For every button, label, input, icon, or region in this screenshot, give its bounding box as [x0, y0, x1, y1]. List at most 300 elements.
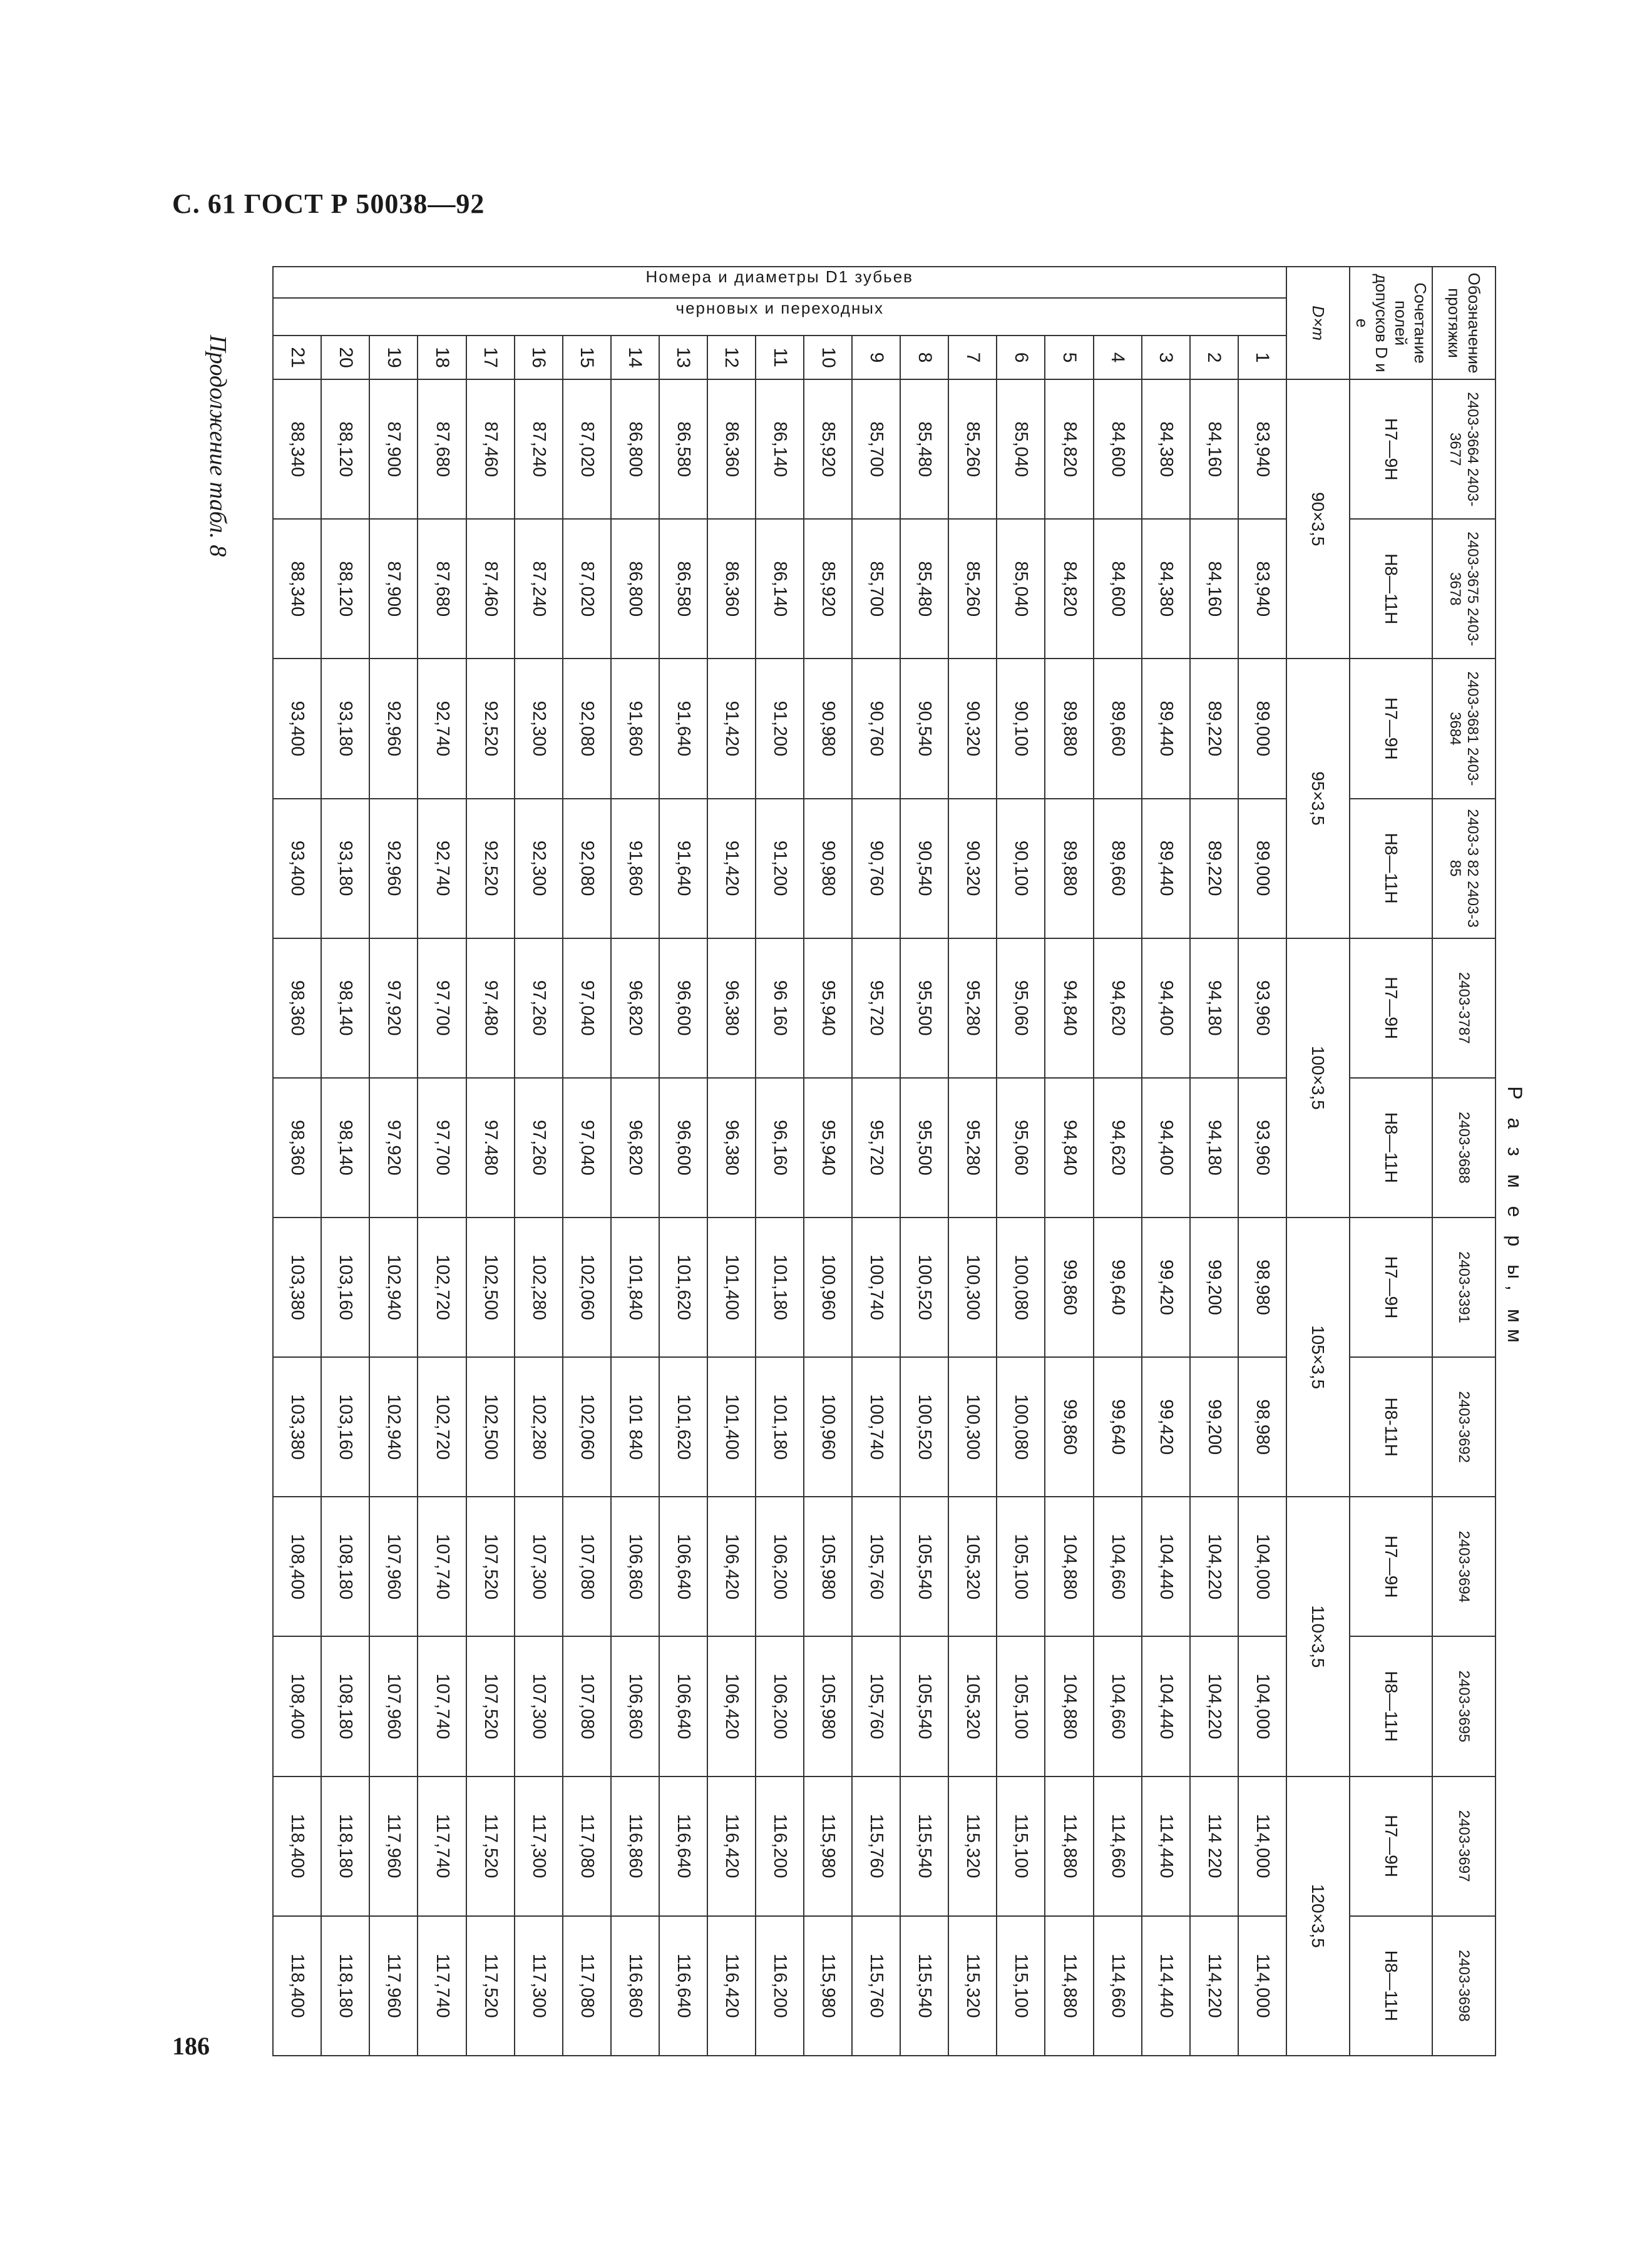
- diameter-cell: 99,200: [1190, 1357, 1238, 1497]
- dm-group: 110×3,5: [1286, 1497, 1350, 1776]
- tooth-number: 7: [948, 336, 997, 379]
- diameter-cell: 100,080: [997, 1357, 1045, 1497]
- diameter-cell: 105,100: [997, 1636, 1045, 1776]
- diameter-cell: 96,600: [659, 1078, 707, 1218]
- table-row: [997, 267, 1045, 2056]
- diameter-cell: 107,740: [418, 1636, 466, 1776]
- diameter-cell: 108,400: [273, 1636, 321, 1776]
- diameter-cell: 114,000: [1238, 1916, 1286, 2056]
- diameter-cell: 91,200: [756, 799, 804, 938]
- table-row: [515, 267, 563, 2056]
- diameter-cell: 98,140: [321, 938, 369, 1078]
- diameter-cell: 89,660: [1094, 799, 1142, 938]
- dm-label: D×m: [1286, 267, 1350, 379]
- diameter-cell: 102,720: [418, 1218, 466, 1357]
- column-code: 2403-3787: [1432, 938, 1496, 1078]
- diameter-cell: 94,400: [1142, 938, 1190, 1078]
- diameter-cell: 87,900: [369, 379, 418, 519]
- diameter-cell: 106,640: [659, 1497, 707, 1636]
- diameter-cell: 89,880: [1045, 659, 1093, 798]
- column-tolerance: H8—11H: [1350, 1636, 1432, 1776]
- diameter-cell: 102,500: [466, 1218, 515, 1357]
- dm-group: 100×3,5: [1286, 938, 1350, 1218]
- diameter-cell: 94,840: [1045, 938, 1093, 1078]
- diameter-cell: 100,740: [852, 1218, 900, 1357]
- diameter-cell: 116,860: [611, 1776, 659, 1916]
- tooth-number: 13: [659, 336, 707, 379]
- diameter-cell: 94,180: [1190, 938, 1238, 1078]
- dm-group: 95×3,5: [1286, 659, 1350, 938]
- diameter-cell: 115,320: [948, 1916, 997, 2056]
- diameter-cell: 117,520: [466, 1776, 515, 1916]
- diameter-cell: 100,300: [948, 1357, 997, 1497]
- table-row: [563, 267, 611, 2056]
- diameter-cell: 117,960: [369, 1916, 418, 2056]
- diameter-cell: 105,540: [900, 1497, 948, 1636]
- header-row-tolerance: [1350, 267, 1432, 2056]
- diameter-cell: 85,260: [948, 519, 997, 659]
- tooth-number: 4: [1094, 336, 1142, 379]
- diameter-cell: 105,540: [900, 1636, 948, 1776]
- diameter-cell: 89,220: [1190, 799, 1238, 938]
- table-row: [611, 267, 659, 2056]
- diameter-cell: 101,840: [611, 1218, 659, 1357]
- diameter-cell: 101,180: [756, 1357, 804, 1497]
- column-tolerance: H8-11H: [1350, 1357, 1432, 1497]
- diameter-cell: 116,640: [659, 1776, 707, 1916]
- diameter-cell: 106,860: [611, 1497, 659, 1636]
- dimensions-table: [272, 266, 1534, 2056]
- diameter-cell: 89,440: [1142, 659, 1190, 798]
- diameter-cell: 98,980: [1238, 1218, 1286, 1357]
- diameter-cell: 92,080: [563, 799, 611, 938]
- diameter-cell: 114,440: [1142, 1776, 1190, 1916]
- diameter-cell: 86,580: [659, 379, 707, 519]
- diameter-cell: 115,320: [948, 1776, 997, 1916]
- diameter-cell: 116,420: [707, 1916, 756, 2056]
- table-row: [900, 267, 948, 2056]
- tooth-number: 21: [273, 336, 321, 379]
- diameter-cell: 105,760: [852, 1636, 900, 1776]
- diameter-cell: 100,740: [852, 1357, 900, 1497]
- diameter-cell: 106,200: [756, 1497, 804, 1636]
- diameter-cell: 114 220: [1190, 1776, 1238, 1916]
- diameter-cell: 85,480: [900, 379, 948, 519]
- tolerance-label: Сочетание полей допусков D и e: [1350, 267, 1432, 379]
- diameter-cell: 86,360: [707, 519, 756, 659]
- diameter-cell: 89,660: [1094, 659, 1142, 798]
- diameter-cell: 85,040: [997, 379, 1045, 519]
- diameter-cell: 104,000: [1238, 1636, 1286, 1776]
- table-row: [418, 267, 466, 2056]
- column-tolerance: H7—9H: [1350, 659, 1432, 798]
- diameter-cell: 118,400: [273, 1776, 321, 1916]
- diameter-cell: 87,680: [418, 379, 466, 519]
- diameter-cell: 99,420: [1142, 1357, 1190, 1497]
- diameter-cell: 103,160: [321, 1357, 369, 1497]
- diameter-cell: 117,740: [418, 1776, 466, 1916]
- diameter-cell: 102,060: [563, 1357, 611, 1497]
- diameter-cell: 97,700: [418, 938, 466, 1078]
- diameter-cell: 83,940: [1238, 519, 1286, 659]
- diameter-cell: 106,860: [611, 1636, 659, 1776]
- diameter-cell: 95,060: [997, 938, 1045, 1078]
- diameter-cell: 114,000: [1238, 1776, 1286, 1916]
- tooth-number: 12: [707, 336, 756, 379]
- rotated-table-container: [272, 266, 1534, 2056]
- column-code: 2403-3664 2403-3677: [1432, 379, 1496, 519]
- tooth-number: 8: [900, 336, 948, 379]
- diameter-cell: 114,660: [1094, 1776, 1142, 1916]
- table-row: [659, 267, 707, 2056]
- table-row: [852, 267, 900, 2056]
- diameter-cell: 90,980: [804, 659, 852, 798]
- diameter-cell: 107,520: [466, 1497, 515, 1636]
- column-code: 2403-3391: [1432, 1218, 1496, 1357]
- tooth-number: 6: [997, 336, 1045, 379]
- sizes-title: Р а з м е р ы, мм: [1504, 1086, 1527, 1349]
- table-row: [1142, 267, 1190, 2056]
- diameter-cell: 96,160: [756, 1078, 804, 1218]
- diameter-cell: 92,300: [515, 799, 563, 938]
- tooth-number: 9: [852, 336, 900, 379]
- diameter-cell: 117,300: [515, 1916, 563, 2056]
- table-row: [804, 267, 852, 2056]
- diameter-cell: 99,860: [1045, 1357, 1093, 1497]
- diameter-cell: 104,660: [1094, 1497, 1142, 1636]
- diameter-cell: 92,300: [515, 659, 563, 798]
- diameter-cell: 95,940: [804, 938, 852, 1078]
- diameter-cell: 87,460: [466, 379, 515, 519]
- diameter-cell: 83,940: [1238, 379, 1286, 519]
- diameter-cell: 99,200: [1190, 1218, 1238, 1357]
- diameter-cell: 118,180: [321, 1776, 369, 1916]
- diameter-cell: 93,180: [321, 799, 369, 938]
- diameter-cell: 91,640: [659, 799, 707, 938]
- diameter-cell: 94,620: [1094, 938, 1142, 1078]
- column-code: 2403-3694: [1432, 1497, 1496, 1636]
- column-tolerance: H8—11H: [1350, 1078, 1432, 1218]
- column-tolerance: H8—11H: [1350, 1916, 1432, 2056]
- diameter-cell: 93,400: [273, 659, 321, 798]
- diameter-cell: 95,720: [852, 938, 900, 1078]
- table-row: [756, 267, 804, 2056]
- diameter-cell: 84,600: [1094, 519, 1142, 659]
- table-row: [369, 267, 418, 2056]
- diameter-cell: 91,420: [707, 659, 756, 798]
- diameter-cell: 106,640: [659, 1636, 707, 1776]
- diameter-cell: 90,760: [852, 799, 900, 938]
- tooth-number: 3: [1142, 336, 1190, 379]
- diameter-cell: 85,700: [852, 519, 900, 659]
- diameter-cell: 84,600: [1094, 379, 1142, 519]
- header-row-codes: [1432, 267, 1496, 2056]
- diameter-cell: 104,220: [1190, 1497, 1238, 1636]
- diameter-cell: 105,320: [948, 1636, 997, 1776]
- diameter-cell: 98,980: [1238, 1357, 1286, 1497]
- diameter-cell: 103,380: [273, 1218, 321, 1357]
- diameter-cell: 85,920: [804, 519, 852, 659]
- diameter-cell: 86,140: [756, 519, 804, 659]
- diameter-cell: 97.480: [466, 1078, 515, 1218]
- diameter-cell: 117,960: [369, 1776, 418, 1916]
- diameter-cell: 115,980: [804, 1916, 852, 2056]
- diameter-cell: 87,020: [563, 379, 611, 519]
- diameter-cell: 86,140: [756, 379, 804, 519]
- table-row: [1094, 267, 1142, 2056]
- table-row: [321, 267, 369, 2056]
- diameter-cell: 89,880: [1045, 799, 1093, 938]
- diameter-cell: 85,260: [948, 379, 997, 519]
- diameter-cell: 90,760: [852, 659, 900, 798]
- diameter-cell: 95,720: [852, 1078, 900, 1218]
- tooth-number: 17: [466, 336, 515, 379]
- diameter-cell: 85,920: [804, 379, 852, 519]
- diameter-cell: 90,980: [804, 799, 852, 938]
- column-tolerance: H7—9H: [1350, 379, 1432, 519]
- diameter-cell: 84,160: [1190, 519, 1238, 659]
- diameter-cell: 115,540: [900, 1776, 948, 1916]
- column-tolerance: H7—9H: [1350, 938, 1432, 1078]
- column-code: 2403-3695: [1432, 1636, 1496, 1776]
- tooth-number: 2: [1190, 336, 1238, 379]
- diameter-cell: 92,740: [418, 659, 466, 798]
- diameter-cell: 91,860: [611, 659, 659, 798]
- table-row: [948, 267, 997, 2056]
- diameter-cell: 99,860: [1045, 1218, 1093, 1357]
- diameter-cell: 115,100: [997, 1776, 1045, 1916]
- dm-group: 120×3,5: [1286, 1776, 1350, 2056]
- diameter-cell: 92,960: [369, 659, 418, 798]
- diameter-cell: 95,500: [900, 938, 948, 1078]
- column-code: 2403-3 82 2403-3 85: [1432, 799, 1496, 938]
- diameter-cell: 86,800: [611, 379, 659, 519]
- page-header: С. 61 ГОСТ Р 50038—92: [172, 188, 485, 219]
- diameter-cell: 105,320: [948, 1497, 997, 1636]
- diameter-cell: 97,700: [418, 1078, 466, 1218]
- diameter-cell: 115,540: [900, 1916, 948, 2056]
- diameter-cell: 97,040: [563, 938, 611, 1078]
- diameter-cell: 105,980: [804, 1497, 852, 1636]
- tooth-number: 14: [611, 336, 659, 379]
- diameter-cell: 84,380: [1142, 519, 1190, 659]
- tooth-number: 5: [1045, 336, 1093, 379]
- column-code: 2403-3698: [1432, 1916, 1496, 2056]
- diameter-cell: 105,760: [852, 1497, 900, 1636]
- diameter-cell: 92,960: [369, 799, 418, 938]
- column-code: 2403-3692: [1432, 1357, 1496, 1497]
- diameter-cell: 91,860: [611, 799, 659, 938]
- diameter-cell: 87,900: [369, 519, 418, 659]
- diameter-cell: 89,000: [1238, 659, 1286, 798]
- table-row: [1190, 267, 1238, 2056]
- diameter-cell: 99,640: [1094, 1218, 1142, 1357]
- diameter-cell: 108,400: [273, 1497, 321, 1636]
- diameter-cell: 114,220: [1190, 1916, 1238, 2056]
- diameter-cell: 114,440: [1142, 1916, 1190, 2056]
- table-row: [466, 267, 515, 2056]
- tooth-number: 11: [756, 336, 804, 379]
- diameter-cell: 100,300: [948, 1218, 997, 1357]
- diameter-cell: 107,300: [515, 1636, 563, 1776]
- diameter-cell: 104,220: [1190, 1636, 1238, 1776]
- table-row: [1238, 267, 1286, 2056]
- diameter-cell: 87,240: [515, 519, 563, 659]
- diameter-cell: 96,600: [659, 938, 707, 1078]
- diameter-cell: 92,740: [418, 799, 466, 938]
- diameter-cell: 88,340: [273, 519, 321, 659]
- diameter-cell: 92,520: [466, 799, 515, 938]
- diameter-cell: 103,380: [273, 1357, 321, 1497]
- diameter-cell: 93,400: [273, 799, 321, 938]
- diameter-cell: 102,720: [418, 1357, 466, 1497]
- diameter-cell: 98,360: [273, 938, 321, 1078]
- diameter-cell: 87,020: [563, 519, 611, 659]
- diameter-cell: 100,520: [900, 1357, 948, 1497]
- diameter-cell: 92,080: [563, 659, 611, 798]
- diameter-cell: 97,920: [369, 1078, 418, 1218]
- diameter-cell: 115,100: [997, 1916, 1045, 2056]
- column-tolerance: H7—9H: [1350, 1776, 1432, 1916]
- dm-group: 105×3,5: [1286, 1218, 1350, 1497]
- diameter-cell: 117,080: [563, 1776, 611, 1916]
- diameter-cell: 99,640: [1094, 1357, 1142, 1497]
- diameter-cell: 107,520: [466, 1636, 515, 1776]
- diameter-cell: 98,360: [273, 1078, 321, 1218]
- sizes-title-spacer: [1496, 267, 1534, 379]
- diameter-cell: 89,440: [1142, 799, 1190, 938]
- diameter-cell: 96,820: [611, 938, 659, 1078]
- diameter-cell: 94,180: [1190, 1078, 1238, 1218]
- diameter-cell: 88,120: [321, 519, 369, 659]
- diameter-cell: 91,640: [659, 659, 707, 798]
- diameter-cell: 102,940: [369, 1218, 418, 1357]
- diameter-cell: 102,280: [515, 1218, 563, 1357]
- table-row: [1045, 267, 1093, 2056]
- diameter-cell: 104,660: [1094, 1636, 1142, 1776]
- diameter-cell: 114,880: [1045, 1776, 1093, 1916]
- diameter-cell: 102,940: [369, 1357, 418, 1497]
- tooth-number: 18: [418, 336, 466, 379]
- diameter-cell: 117,300: [515, 1776, 563, 1916]
- column-code: 2403-3697: [1432, 1776, 1496, 1916]
- diameter-cell: 104,880: [1045, 1497, 1093, 1636]
- diameter-cell: 93,180: [321, 659, 369, 798]
- column-code: 2403-3688: [1432, 1078, 1496, 1218]
- diameter-cell: 115,980: [804, 1776, 852, 1916]
- diameter-cell: 97,260: [515, 938, 563, 1078]
- tooth-number: 1: [1238, 336, 1286, 379]
- diameter-cell: 92,520: [466, 659, 515, 798]
- tooth-number: 10: [804, 336, 852, 379]
- diameter-cell: 96 160: [756, 938, 804, 1078]
- diameter-cell: 114,660: [1094, 1916, 1142, 2056]
- diameter-cell: 106,420: [707, 1497, 756, 1636]
- diameter-cell: 105,980: [804, 1636, 852, 1776]
- diameter-cell: 90,100: [997, 799, 1045, 938]
- diameter-cell: 87,460: [466, 519, 515, 659]
- tooth-number: 19: [369, 336, 418, 379]
- diameter-cell: 103,160: [321, 1218, 369, 1357]
- diameter-cell: 107,740: [418, 1497, 466, 1636]
- side-label-inner: [273, 298, 1286, 336]
- diameter-cell: 102,280: [515, 1357, 563, 1497]
- column-code: 2403-3681 2403-3684: [1432, 659, 1496, 798]
- diameter-cell: 100,960: [804, 1357, 852, 1497]
- diameter-cell: 94,400: [1142, 1078, 1190, 1218]
- diameter-cell: 104,880: [1045, 1636, 1093, 1776]
- table-row: [273, 267, 321, 2056]
- diameter-cell: 116,200: [756, 1916, 804, 2056]
- diameter-cell: 87,680: [418, 519, 466, 659]
- diameter-cell: 96,380: [707, 1078, 756, 1218]
- diameter-cell: 95,280: [948, 938, 997, 1078]
- diameter-cell: 104,440: [1142, 1636, 1190, 1776]
- diameter-cell: 101,400: [707, 1218, 756, 1357]
- tooth-number: 20: [321, 336, 369, 379]
- diameter-cell: 100,960: [804, 1218, 852, 1357]
- diameter-cell: 93,960: [1238, 1078, 1286, 1218]
- diameter-cell: 116,640: [659, 1916, 707, 2056]
- diameter-cell: 86,800: [611, 519, 659, 659]
- side-label-outer-text: Номера и диаметры D1 зубьев: [645, 267, 914, 286]
- diameter-cell: 102,060: [563, 1218, 611, 1357]
- column-code: 2403-3675 2403-3678: [1432, 519, 1496, 659]
- diameter-cell: 108,180: [321, 1497, 369, 1636]
- diameter-cell: 102,500: [466, 1357, 515, 1497]
- diameter-cell: 115,760: [852, 1776, 900, 1916]
- diameter-cell: 100,520: [900, 1218, 948, 1357]
- column-tolerance: H7—9H: [1350, 1497, 1432, 1636]
- diameter-cell: 117,520: [466, 1916, 515, 2056]
- diameter-cell: 86,580: [659, 519, 707, 659]
- diameter-cell: 90,320: [948, 799, 997, 938]
- diameter-cell: 101,400: [707, 1357, 756, 1497]
- diameter-cell: 104,000: [1238, 1497, 1286, 1636]
- dm-group: 90×3,5: [1286, 379, 1350, 659]
- diameter-cell: 99,420: [1142, 1218, 1190, 1357]
- diameter-cell: 85,480: [900, 519, 948, 659]
- diameter-cell: 84,820: [1045, 519, 1093, 659]
- diameter-cell: 105,100: [997, 1497, 1045, 1636]
- diameter-cell: 94,620: [1094, 1078, 1142, 1218]
- diameter-cell: 87,240: [515, 379, 563, 519]
- diameter-cell: 107,080: [563, 1497, 611, 1636]
- side-label-inner-text: черновых и переходных: [675, 299, 884, 318]
- diameter-cell: 116,200: [756, 1776, 804, 1916]
- diameter-cell: 84,820: [1045, 379, 1093, 519]
- diameter-cell: 96,380: [707, 938, 756, 1078]
- diameter-cell: 95,280: [948, 1078, 997, 1218]
- diameter-cell: 98,140: [321, 1078, 369, 1218]
- page-number: 186: [172, 2032, 210, 2060]
- table-caption: Продолжение табл. 8: [205, 335, 231, 557]
- diameter-cell: 118,180: [321, 1916, 369, 2056]
- diameter-cell: 104,440: [1142, 1497, 1190, 1636]
- diameter-cell: 90,540: [900, 659, 948, 798]
- diameter-cell: 107,080: [563, 1636, 611, 1776]
- diameter-cell: 94,840: [1045, 1078, 1093, 1218]
- diameter-cell: 84,160: [1190, 379, 1238, 519]
- column-tolerance: H8—11H: [1350, 799, 1432, 938]
- diameter-cell: 90,320: [948, 659, 997, 798]
- diameter-cell: 101,180: [756, 1218, 804, 1357]
- diameter-cell: 101 840: [611, 1357, 659, 1497]
- diameter-cell: 114,880: [1045, 1916, 1093, 2056]
- diameter-cell: 116,860: [611, 1916, 659, 2056]
- diameter-cell: 88,120: [321, 379, 369, 519]
- diameter-cell: 107,300: [515, 1497, 563, 1636]
